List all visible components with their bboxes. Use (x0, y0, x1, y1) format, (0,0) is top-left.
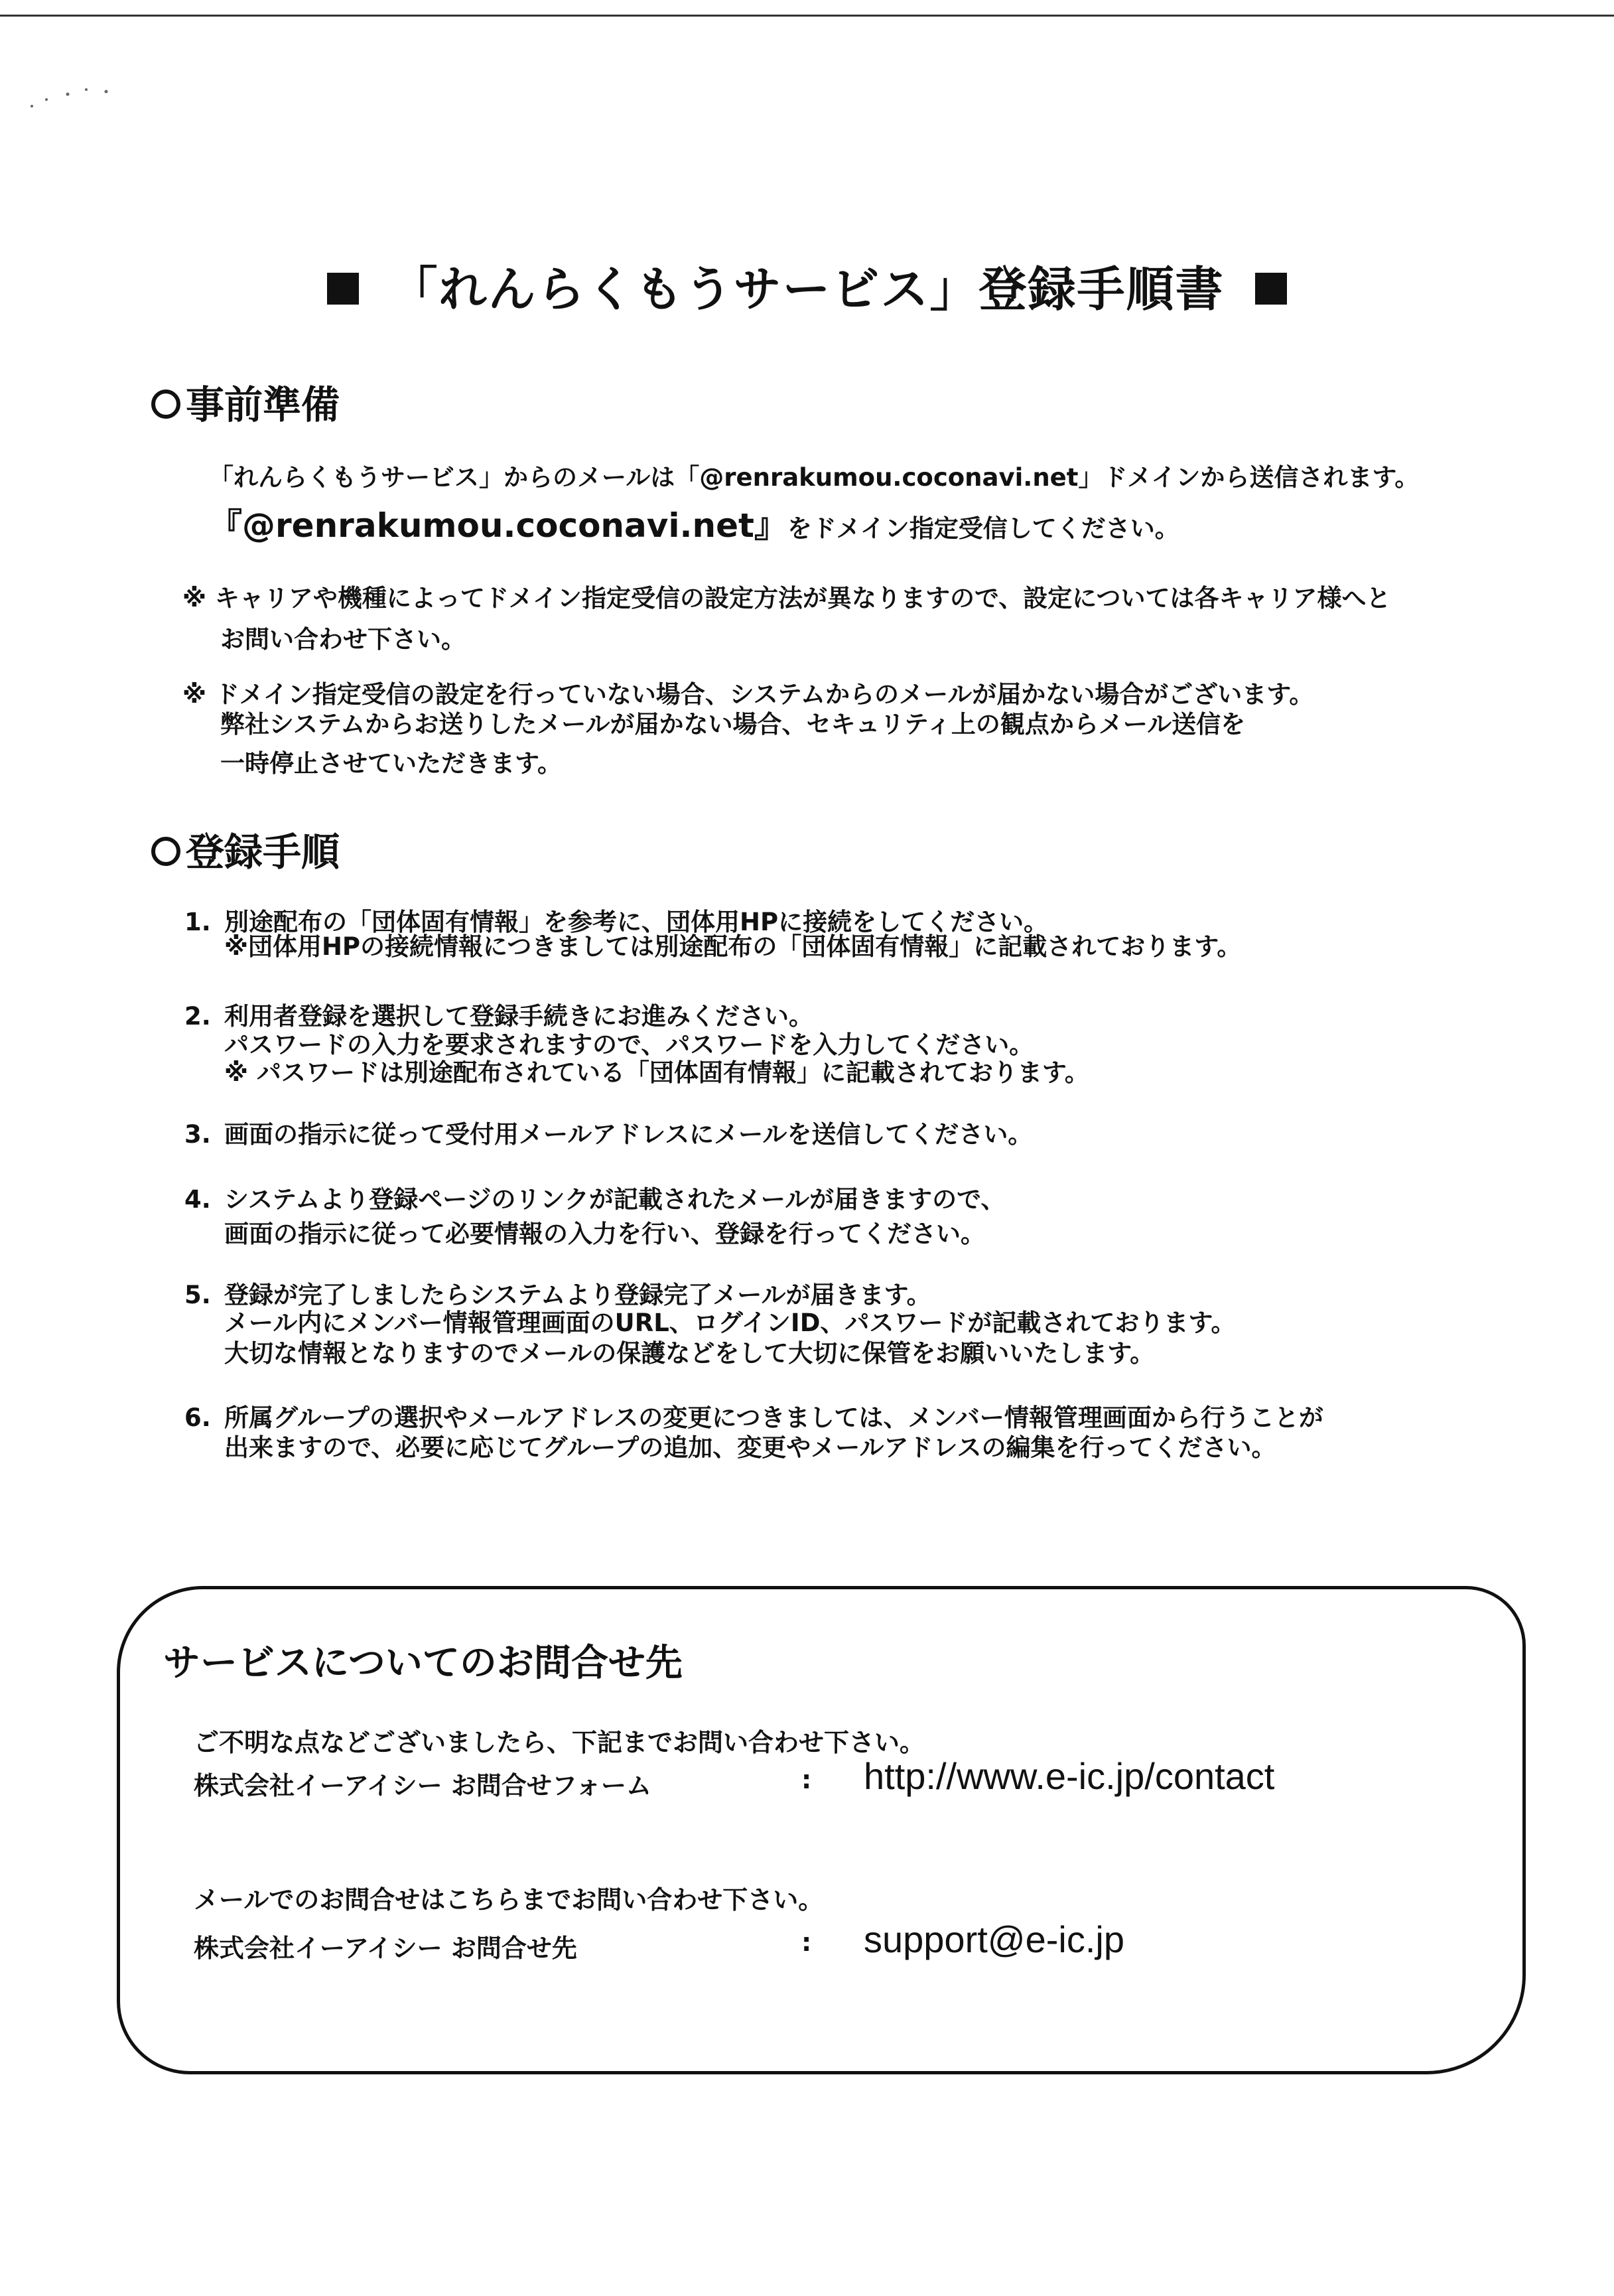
contact-mail-colon: : (801, 1928, 812, 1957)
registration-heading-text: 登録手順 (186, 829, 340, 875)
preparation-domain-line (209, 506, 1179, 545)
step-6-line1 (184, 1403, 1323, 1433)
contact-mail-label: 株式会社イーアイシー お問合せ先 (194, 1934, 577, 1963)
step-text: 利用者登録を選択して登録手続きにお進みください。 (224, 1002, 813, 1031)
step-2-line1 (184, 1002, 813, 1031)
step-text: 画面の指示に従って受付用メールアドレスにメールを送信してください。 (224, 1120, 1033, 1149)
step-1-line2: ※団体用HPの接続情報につきましては別途配布の「団体固有情報」に記載されております。 (224, 932, 1242, 961)
circle-icon (151, 390, 180, 419)
contact-intro: ご不明な点などございましたら、下記までお問い合わせ下さい。 (194, 1728, 925, 1757)
contact-form-link[interactable]: http://www.e-ic.jp/contact (864, 1755, 1275, 1797)
step-4-line1 (184, 1185, 1005, 1214)
scan-specks (27, 80, 119, 119)
step-4-line2: 画面の指示に従って必要情報の入力を行い、登録を行ってください。 (224, 1220, 985, 1248)
step-number: 4. (184, 1185, 211, 1214)
note2-line2: 弊社システムからお送りしたメールが届かない場合、セキュリティ上の観点からメール送信を (220, 710, 1246, 739)
step-number: 2. (184, 1002, 211, 1031)
step-number: 5. (184, 1281, 211, 1309)
note1-line2: お問い合わせ下さい。 (220, 625, 466, 654)
contact-heading: サービスについてのお問合せ先 (163, 1642, 683, 1685)
note1-line1: ※ キャリアや機種によってドメイン指定受信の設定方法が異なりますので、設定については各キャリア様へと (182, 584, 1391, 612)
domain-suffix: をドメイン指定受信してください。 (787, 514, 1179, 543)
note2-line3: 一時停止させていただきます。 (220, 749, 563, 778)
step-2-line3: ※ パスワードは別途配布されている「団体固有情報」に記載されております。 (224, 1058, 1089, 1087)
step-text: 所属グループの選択やメールアドレスの変更につきましては、メンバー情報管理画面から行うことが (224, 1403, 1323, 1432)
step-text: システムより登録ページのリンクが記載されたメールが届きますので、 (224, 1185, 1006, 1214)
step-5-line2: メール内にメンバー情報管理画面のURL、ログインID、パスワードが記載されております。 (224, 1309, 1236, 1337)
step-number: 3. (184, 1120, 211, 1149)
note2-line1: ※ ドメイン指定受信の設定を行っていない場合、システムからのメールが届かない場合がございます。 (182, 680, 1314, 709)
preparation-heading-text: 事前準備 (186, 382, 340, 427)
black-square-icon (327, 273, 359, 305)
black-square-icon (1255, 273, 1287, 305)
step-text: 別途配布の「団体固有情報」を参考に、団体用HPに接続をしてください。 (224, 908, 1049, 936)
domain-highlight: 『@renrakumou.coconavi.net』 (209, 506, 787, 545)
document-title (0, 251, 1614, 320)
circle-icon (151, 837, 180, 866)
contact-form-label: 株式会社イーアイシー お問合せフォーム (194, 1771, 652, 1800)
step-5-line1 (184, 1281, 931, 1310)
contact-mail-intro: メールでのお問合せはこちらまでお問い合わせ下さい。 (194, 1885, 824, 1914)
top-rule (0, 15, 1614, 17)
preparation-line1: 「れんらくもうサービス」からのメールは「@renrakumou.coconavi.net」ドメインから送信されます。 (209, 463, 1420, 492)
contact-mail-link[interactable]: support@e-ic.jp (864, 1918, 1125, 1960)
step-text: 登録が完了しましたらシステムより登録完了メールが届きます。 (224, 1281, 931, 1309)
step-number: 1. (184, 908, 211, 936)
contact-form-colon: : (801, 1765, 812, 1794)
preparation-heading (151, 374, 340, 429)
step-5-line3: 大切な情報となりますのでメールの保護などをして大切に保管をお願いいたします。 (224, 1339, 1155, 1368)
step-6-line2: 出来ますので、必要に応じてグループの追加、変更やメールアドレスの編集を行ってください。 (224, 1433, 1276, 1462)
step-2-line2: パスワードの入力を要求されますので、パスワードを入力してください。 (224, 1031, 1034, 1059)
registration-heading (151, 821, 340, 877)
step-number: 6. (184, 1403, 211, 1432)
document-title-text: 「れんらくもうサービス」登録手順書 (389, 261, 1225, 317)
step-3-line1 (184, 1120, 1032, 1149)
